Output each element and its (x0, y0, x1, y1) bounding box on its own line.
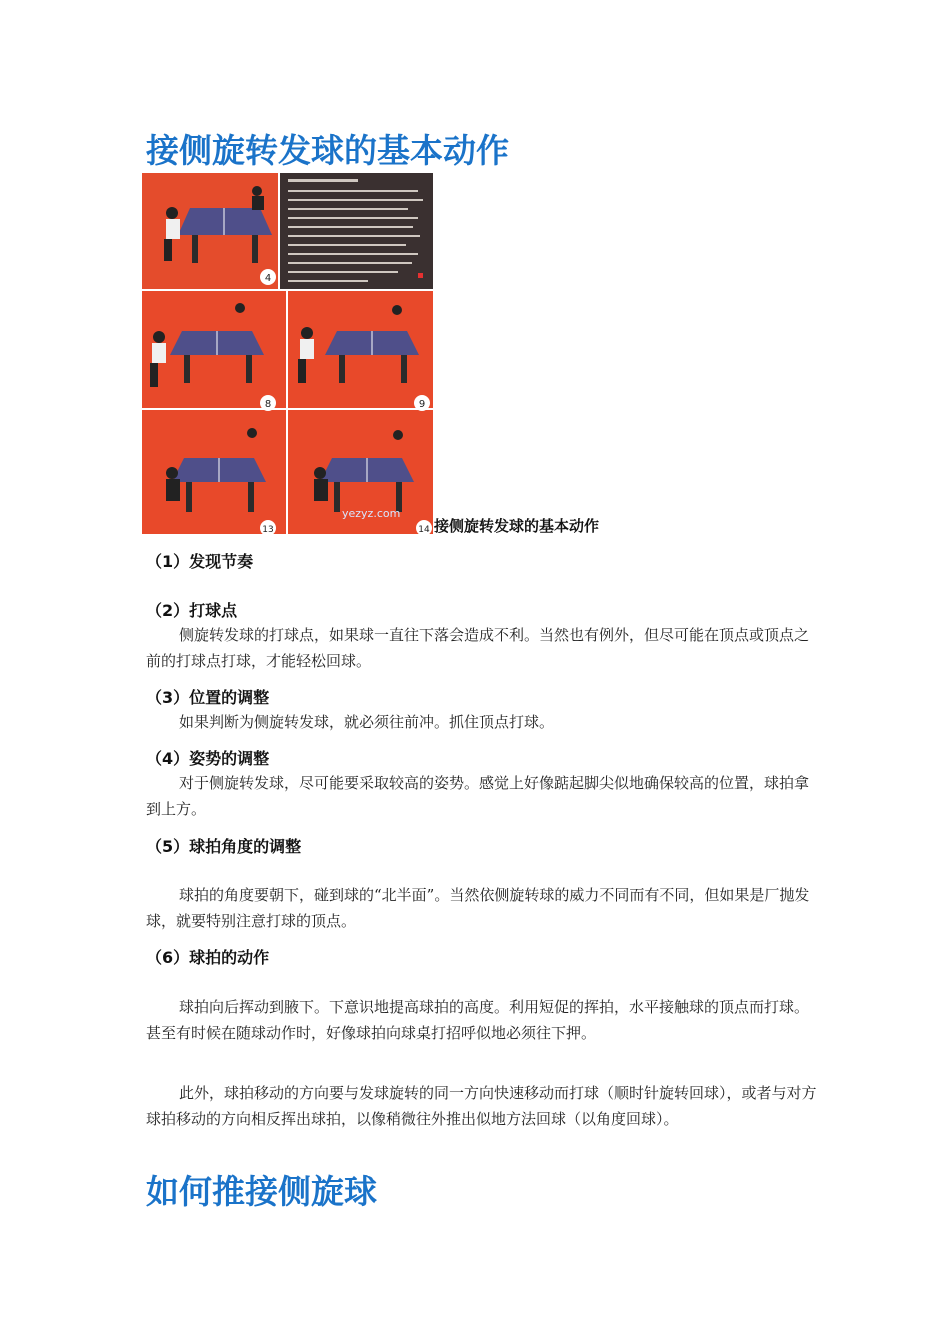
panel-number: 9 (418, 399, 426, 410)
photo-illustration (142, 173, 433, 534)
panel-number: 8 (264, 399, 272, 410)
table-tennis-photo (142, 173, 433, 534)
panel-number: 4 (264, 273, 272, 284)
section-heading-6: （6）球拍的动作 (146, 948, 270, 967)
panel-number: 13 (262, 525, 274, 534)
paragraph: 球拍向后挥动到腋下。下意识地提高球拍的高度。利用短促的挥拍，水平接触球的顶点而打球。甚至有时候在随球动作时，好像球拍向球桌打招呼似地必须往下押。 (146, 998, 810, 1042)
paragraph: 此外，球拍移动的方向要与发球旋转的同一方向快速移动而打球（顺时针旋转回球），或者与对方球拍移动的方向相反挥出球拍，以像稍微往外推出似地方法回球（以角度回球）。 (146, 1084, 817, 1128)
paragraph: 如果判断为侧旋转发球，就必须往前冲。抓住顶点打球。 (179, 713, 555, 731)
panel-number: 14 (418, 525, 430, 534)
section-title: 如何推接侧旋球 (146, 1172, 377, 1211)
section-heading-5: （5）球拍角度的调整 (146, 837, 302, 856)
figure (142, 173, 822, 535)
paragraph: 侧旋转发球的打球点，如果球一直往下落会造成不利。当然也有例外，但尽可能在顶点或顶点之前的打球点打球，才能轻松回球。 (146, 626, 810, 670)
section-heading-3: （3）位置的调整 (146, 688, 270, 707)
section-heading-1: （1）发现节奏 (146, 552, 254, 571)
section-heading-4: （4）姿势的调整 (146, 749, 270, 768)
page-title: 接侧旋转发球的基本动作 (146, 131, 509, 170)
paragraph: 对于侧旋转发球，尽可能要采取较高的姿势。感觉上好像踮起脚尖似地确保较高的位置，球拍拿到上方。 (146, 774, 810, 818)
figure-caption: 接侧旋转发球的基本动作 (434, 517, 600, 535)
paragraph: 球拍的角度要朝下，碰到球的“北半面”。当然依侧旋转球的威力不同而有不同，但如果是厂抛发球，就要特别注意打球的顶点。 (146, 886, 810, 930)
section-heading-2: （2）打球点 (146, 601, 238, 620)
watermark: yezyz.com (342, 507, 401, 520)
